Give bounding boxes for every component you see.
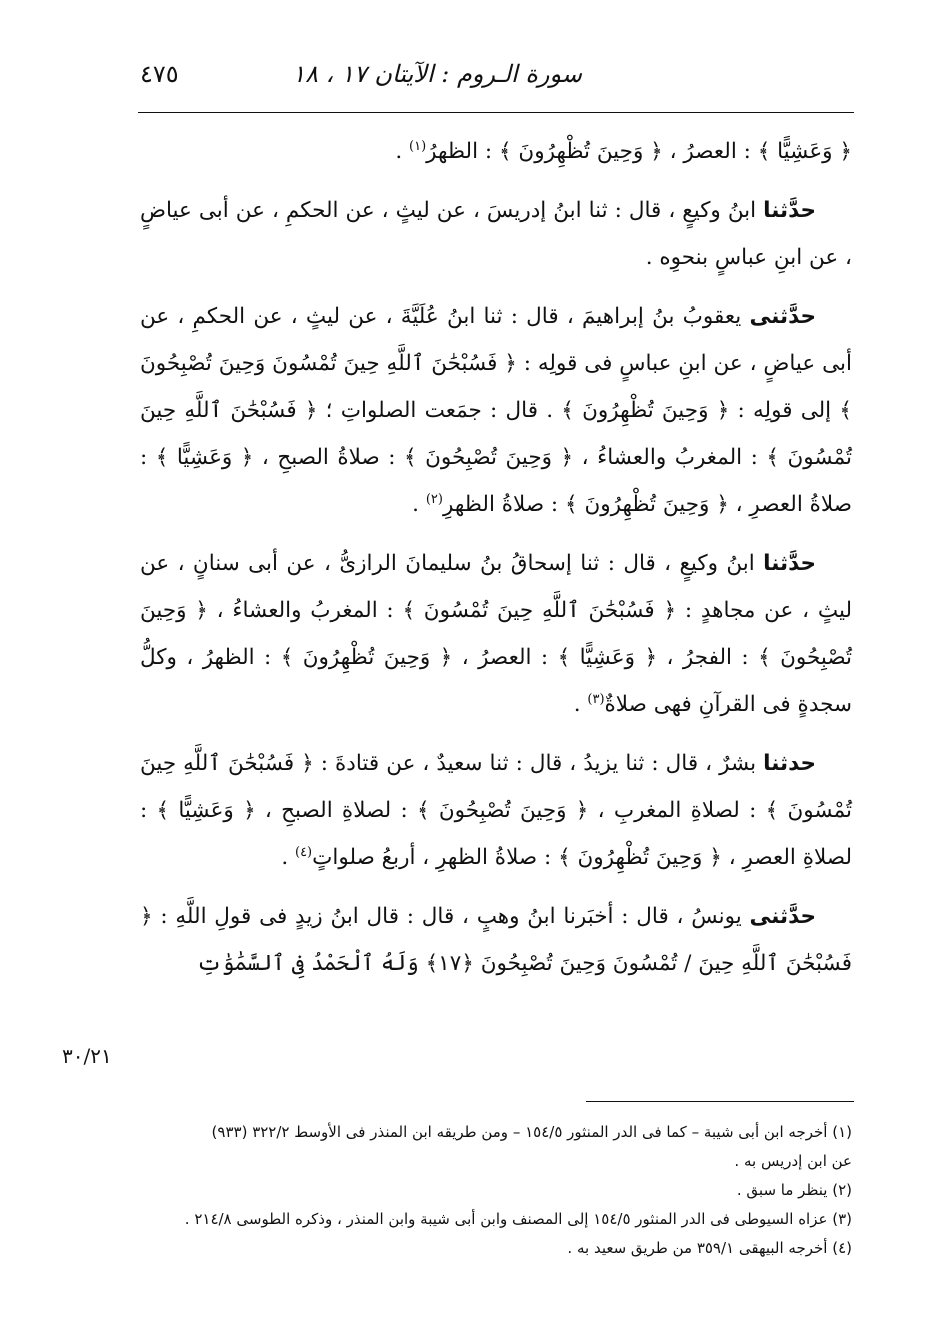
paragraph-text: بشرٌ ، قال : ثنا يزيدُ ، قال : ثنا سعيدٌ ، عن قتادةَ : ﴿ فَسُبْحَٰنَ ٱللَّهِ حِينَ تُمْسُونَ ﴾ : لصلاةِ المغربِ ، ﴿ وَحِينَ تُصْبِحُونَ ﴾ : لصلاةِ الصبحِ ، ﴿ وَعَشِيًّا ﴾ : لصلاةِ العصرِ ، ﴿ وَحِينَ تُظْهِرُونَ ﴾ : صلاةُ الظهرِ ، أربعُ صلواتٍ (140, 751, 852, 870)
isnad-keyword: حدَّثنى (749, 304, 816, 329)
isnad-keyword: حدَّثنى (749, 904, 817, 929)
footnote: (٣) عزاه السيوطى فى الدر المنثور ١٥٤/٥ إلى المصنف وابن أبى شيبة وابن المنذر ، وذكره الطوسى ٢١٤/٨ . (184, 1210, 852, 1228)
paragraph-text: يعقوبُ بنُ إبراهيمَ ، قال : ثنا ابنُ عُلَيَّةَ ، عن ليثٍ ، عن الحكمِ ، عن أبى عياضٍ ، عن ابنِ عباسٍ فى قولِه : ﴿ فَسُبْحَٰنَ ٱللَّهِ حِينَ تُمْسُونَ وَحِينَ تُصْبِحُونَ ﴾ إلى قولِه : ﴿ وَحِينَ تُظْهِرُونَ ﴾ . قال : جمَعت الصلواتِ ؛ ﴿ فَسُبْحَٰنَ ٱللَّهِ حِينَ تُمْسُونَ ﴾ : المغربُ والعشاءُ ، ﴿ وَحِينَ تُصْبِحُونَ ﴾ : صلاةُ الصبحِ ، ﴿ وَعَشِيًّا ﴾ : صلاةُ العصرِ ، ﴿ وَحِينَ تُظْهِرُونَ ﴾ : صلاةُ الظهرِ (140, 304, 852, 517)
paragraph-text: ابنُ وكيعٍ ، قال : ثنا ابنُ إدريسَ ، عن ليثٍ ، عن الحكمِ ، عن أبى عياضٍ ، عن ابنِ عباسٍ بنحوِه . (140, 198, 852, 270)
paragraph: ﴿ وَعَشِيًّا ﴾ : العصرُ ، ﴿ وَحِينَ تُظْهِرُونَ ﴾ : الظهرُ$^{(١)}$ . (395, 138, 852, 164)
paragraph: حدثنا بشرٌ ، قال : ثنا يزيدُ ، قال : ثنا سعيدٌ ، عن قتادةَ : ﴿ فَسُبْحَٰنَ ٱللَّهِ حِينَ تُمْسُونَ ﴾ : لصلاةِ المغربِ ، ﴿ وَحِينَ تُصْبِحُونَ ﴾ : لصلاةِ الصبحِ ، ﴿ وَعَشِيًّا ﴾ : لصلاةِ العصرِ ، ﴿ وَحِينَ تُظْهِرُونَ ﴾ : صلاةُ الظهرِ ، أربعُ صلواتٍ$^{(٤)}$ . (140, 751, 852, 870)
paragraph (140, 187, 852, 281)
isnad-keyword: حدَّثنا (763, 198, 816, 223)
paragraph-text: يونسُ ، قال : أخبَرنا ابنُ وهبٍ ، قال : قال ابنُ زيدٍ فى قولِ اللَّهِ : ﴿ فَسُبْحَٰنَ ٱللَّهِ حِينَ / تُمْسُونَ وَحِينَ تُصْبِحُونَ ﴿١٧﴾ وَلَهُ ٱلْحَمْدُ فِى ٱلسَّمَٰوَٰتِ (140, 904, 852, 976)
footnote-ref: (٤) (294, 844, 313, 860)
margin-page-reference: ٣٠/٢١ (62, 1044, 112, 1068)
main-text (140, 128, 852, 999)
paragraph: حدَّثنا ابنُ وكيعٍ ، قال : ثنا إسحاقُ بنُ سليمانَ الرازىُّ ، عن أبى سنانٍ ، عن ليثٍ ، عن مجاهدٍ : ﴿ فَسُبْحَٰنَ ٱللَّهِ حِينَ تُمْسُونَ ﴾ : المغربُ والعشاءُ ، ﴿ وَحِينَ تُصْبِحُونَ ﴾ : الفجرُ ، ﴿ وَعَشِيًّا ﴾ : العصرُ ، ﴿ وَحِينَ تُظْهِرُونَ ﴾ : الظهرُ ، وكلُّ سجدةٍ فى القرآنِ فهى صلاةٌ$^{(٣)}$ . (140, 551, 852, 717)
running-title: سورة الـروم : الآيتان ١٧ ، ١٨ (292, 60, 582, 88)
footnotes (140, 1118, 852, 1263)
page-header (140, 60, 852, 96)
page-number: ٤٧٥ (140, 60, 179, 88)
footnote: (١) أخرجه ابن أبى شيبة – كما فى الدر المنثور ١٥٤/٥ – ومن طريقه ابن المنذر فى الأوسط ٣٢٢/٢ (٩٣٣) (211, 1123, 852, 1141)
paragraph-text: ﴿ وَعَشِيًّا ﴾ : العصرُ ، ﴿ وَحِينَ تُظْهِرُونَ ﴾ : الظهرُ (426, 139, 852, 164)
isnad-keyword: حدثنا (763, 751, 816, 776)
footnote: (٤) أخرجه البيهقى ٣٥٩/١ من طريق سعيد به . (567, 1239, 852, 1257)
isnad-keyword: حدَّثنا (763, 551, 816, 576)
paragraph: حدَّثنى يعقوبُ بنُ إبراهيمَ ، قال : ثنا ابنُ عُلَيَّةَ ، عن ليثٍ ، عن الحكمِ ، عن أبى عياضٍ ، عن ابنِ عباسٍ فى قولِه : ﴿ فَسُبْحَٰنَ ٱللَّهِ حِينَ تُمْسُونَ وَحِينَ تُصْبِحُونَ ﴾ إلى قولِه : ﴿ وَحِينَ تُظْهِرُونَ ﴾ . قال : جمَعت الصلواتِ ؛ ﴿ فَسُبْحَٰنَ ٱللَّهِ حِينَ تُمْسُونَ ﴾ : المغربُ والعشاءُ ، ﴿ وَحِينَ تُصْبِحُونَ ﴾ : صلاةُ الصبحِ ، ﴿ وَعَشِيًّا ﴾ : صلاةُ العصرِ ، ﴿ وَحِينَ تُظْهِرُونَ ﴾ : صلاةُ الظهرِ$^{(٢)}$ . (140, 304, 852, 517)
header-rule (138, 112, 854, 113)
footnote: (٢) ينظر ما سبق . (736, 1181, 852, 1199)
paragraph-text: ابنُ وكيعٍ ، قال : ثنا إسحاقُ بنُ سليمانَ الرازىُّ ، عن أبى سنانٍ ، عن ليثٍ ، عن مجاهدٍ : ﴿ فَسُبْحَٰنَ ٱللَّهِ حِينَ تُمْسُونَ ﴾ : المغربُ والعشاءُ ، ﴿ وَحِينَ تُصْبِحُونَ ﴾ : الفجرُ ، ﴿ وَعَشِيًّا ﴾ : العصرُ ، ﴿ وَحِينَ تُظْهِرُونَ ﴾ : الظهرُ ، وكلُّ سجدةٍ فى القرآنِ فهى صلاةٌ (140, 551, 852, 717)
footnote-ref: (٢) (425, 491, 443, 507)
footnote-rule (586, 1101, 854, 1102)
paragraph (140, 893, 852, 987)
footnote-ref: (٣) (587, 691, 605, 707)
footnote-ref: (١) (409, 138, 427, 154)
footnote-continuation: عن ابن إدريس به . (734, 1152, 852, 1170)
